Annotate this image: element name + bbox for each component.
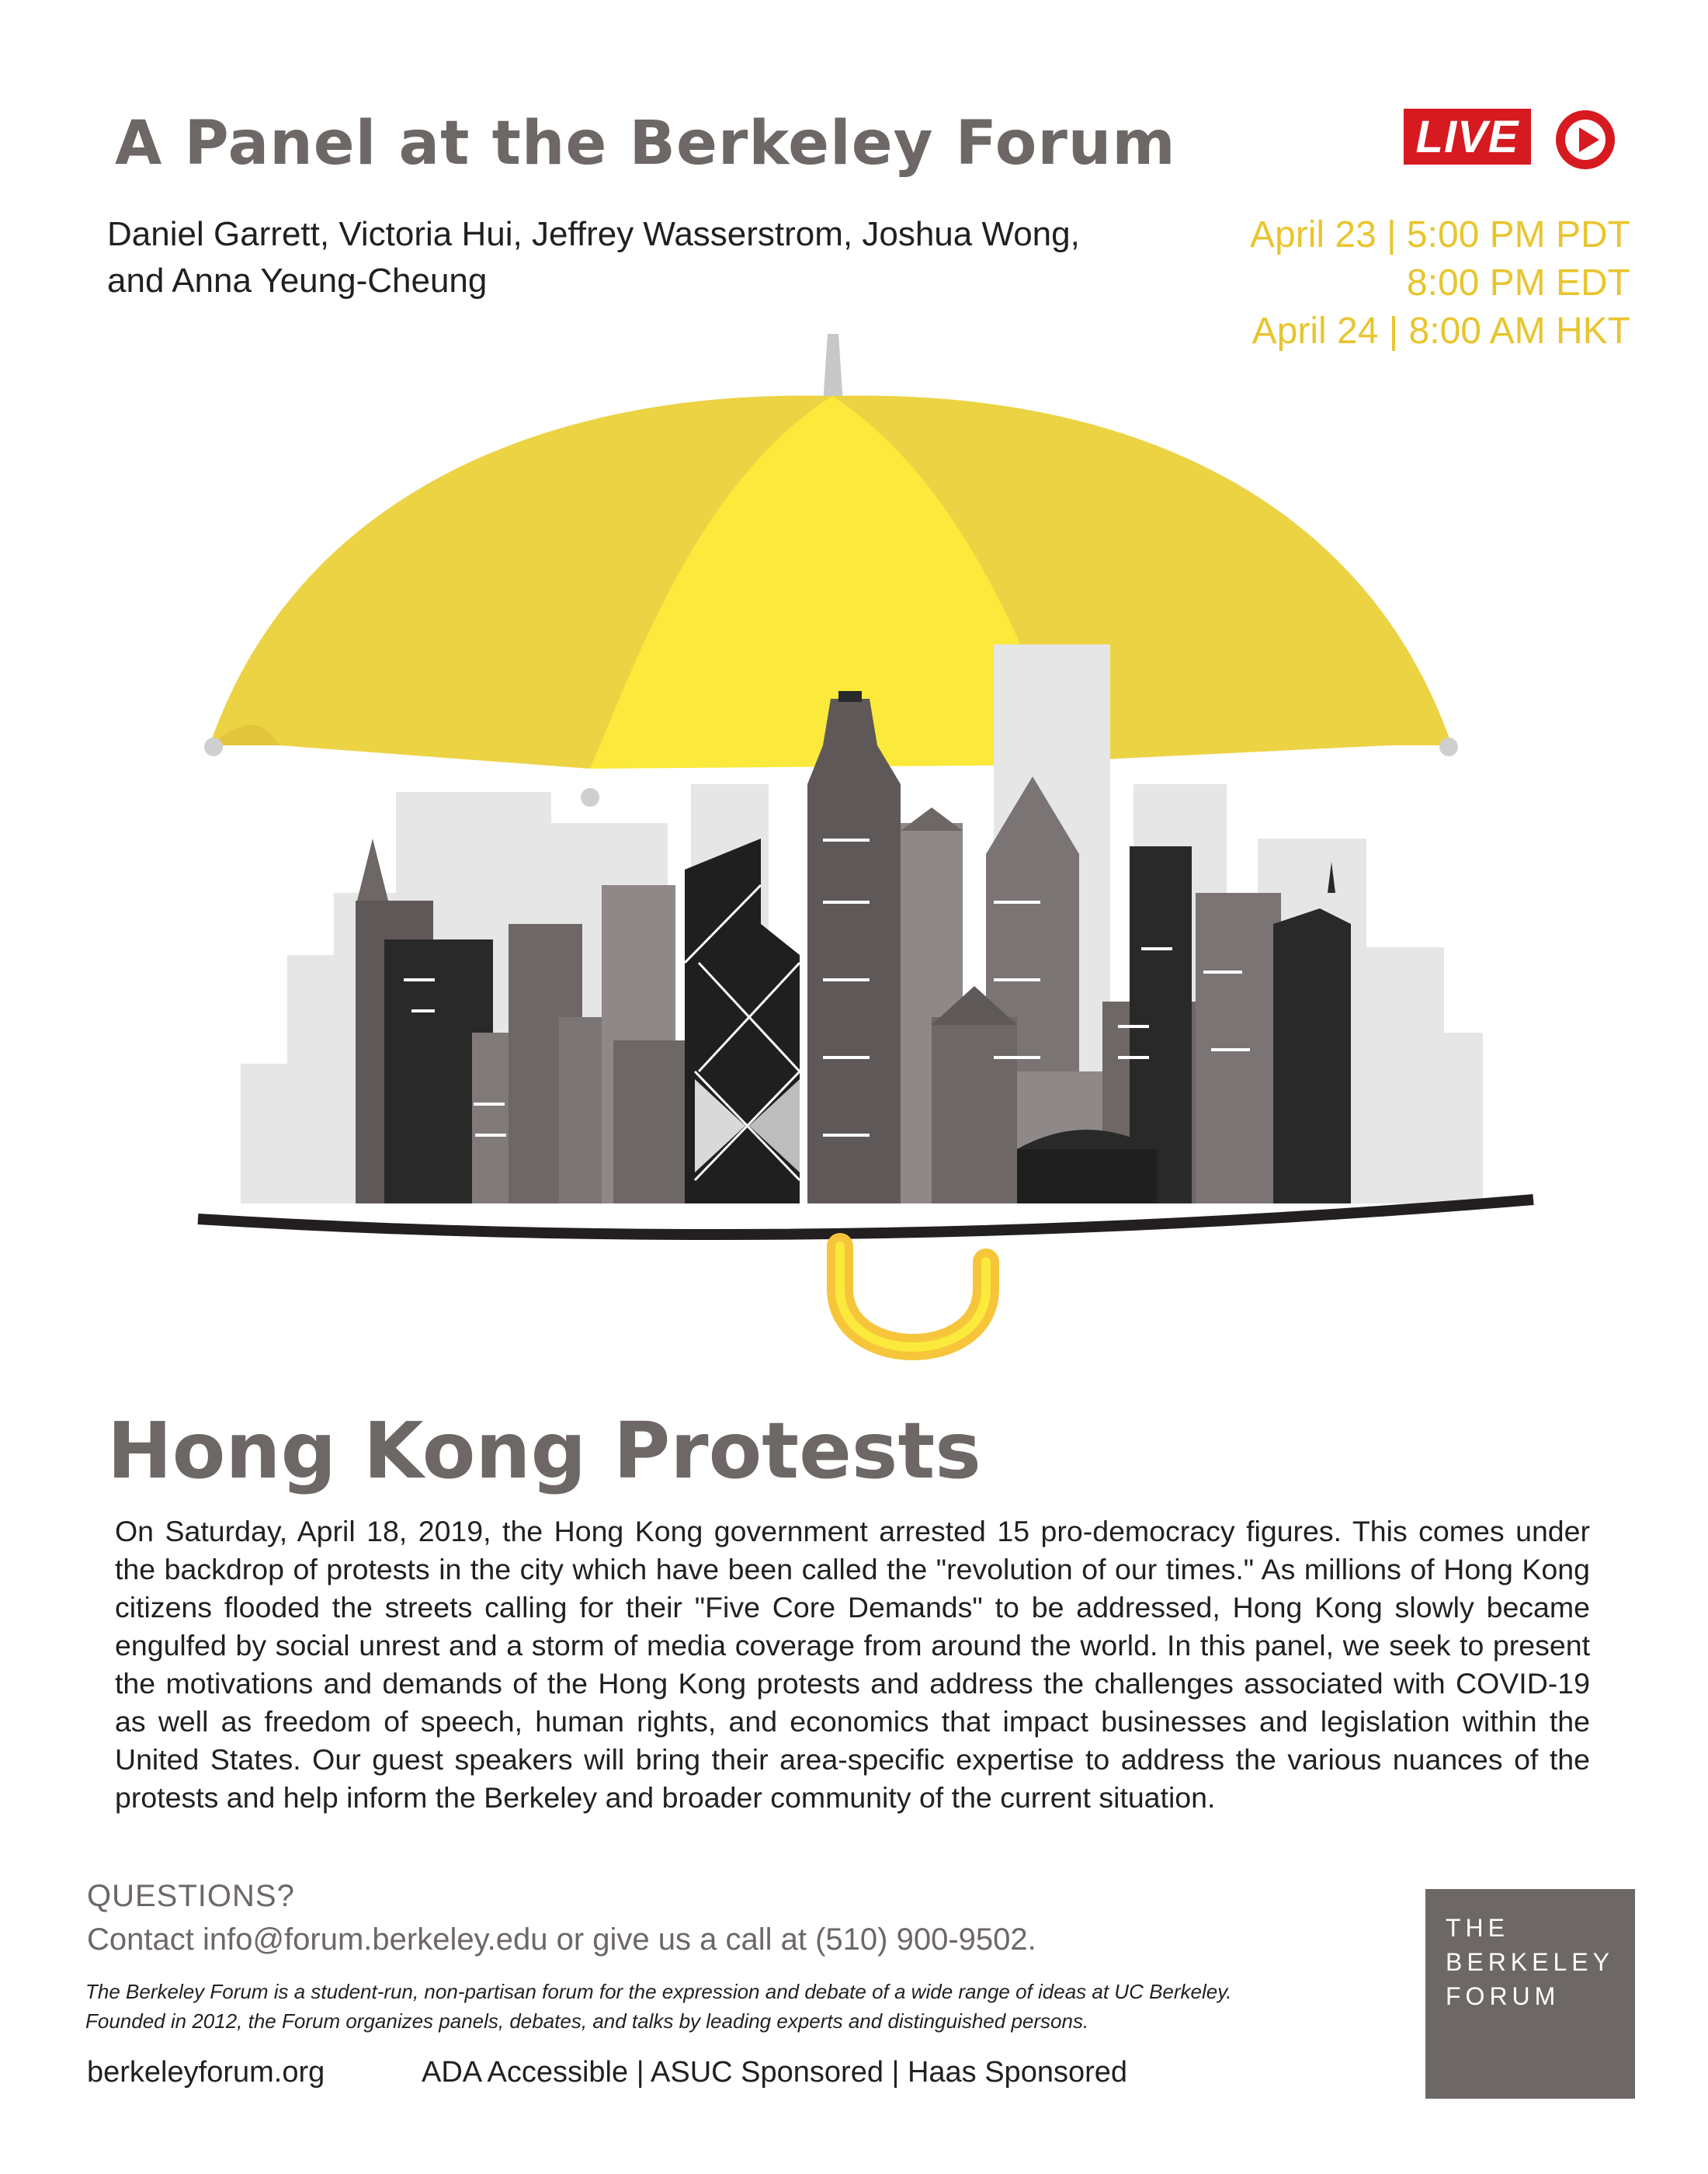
website-link[interactable]: berkeleyforum.org bbox=[87, 2056, 325, 2089]
berkeley-forum-logo bbox=[1425, 1889, 1635, 2099]
sponsor-line: ADA Accessible | ASUC Sponsored | Haas Sponsored bbox=[422, 2056, 1128, 2089]
date-line-3: April 24 | 8:00 AM HKT bbox=[1251, 311, 1630, 352]
umbrella-tip bbox=[823, 334, 843, 404]
logo-line-3: FORUM bbox=[1446, 1982, 1560, 2010]
speakers-line-2: and Anna Yeung-Cheung bbox=[107, 262, 488, 300]
logo-line-1: THE bbox=[1446, 1914, 1509, 1942]
logo-line-2: BERKELEY bbox=[1446, 1948, 1614, 1976]
event-title: Hong Kong Protests bbox=[107, 1405, 981, 1496]
questions-heading: QUESTIONS? bbox=[87, 1879, 295, 1913]
date-line-2: 8:00 PM EDT bbox=[1406, 262, 1630, 304]
about-line-2: Founded in 2012, the Forum organizes panels, debates, and talks by leading experts and distinguished persons. bbox=[85, 2009, 1089, 2033]
event-description: On Saturday, April 18, 2019, the Hong Kong government arrested 15 pro-democracy figures. This comes under the backdrop of protests in the city which have been called the "revolution of our times." As millions of Hong Kong citizens flooded the streets calling for their "Five Core Demands" to be addressed, Hong Kong slowly became engulfed by social unrest and a storm of media coverage from around the world. In this panel, we seek to present the motivations and demands of the Hong Kong protests and address the challenges associated with COVID-19 as well as freedom of speech, human rights, and economics that impact businesses and legislation within the United States. Our guest speakers will bring their area-specific expertise to address the various nuances of the protests and help inform the Berkeley and broader community of the current situation. bbox=[115, 1515, 1590, 1814]
play-icon[interactable] bbox=[1554, 109, 1616, 171]
about-line-1: The Berkeley Forum is a student-run, non-partisan forum for the expression and debate of a wide range of ideas at UC Berkeley. bbox=[85, 1980, 1232, 2003]
speakers-list bbox=[107, 211, 1132, 304]
live-badge[interactable]: LIVE bbox=[1404, 109, 1531, 165]
umbrella-rim-line bbox=[198, 1200, 1533, 1235]
forum-about bbox=[85, 1977, 1366, 2036]
date-line-1: April 23 | 5:00 PM PDT bbox=[1250, 214, 1630, 255]
page-title: A Panel at the Berkeley Forum bbox=[115, 109, 1176, 179]
umbrella-skyline-illustration bbox=[0, 311, 1708, 1398]
speakers-line-1: Daniel Garrett, Victoria Hui, Jeffrey Wasserstrom, Joshua Wong, bbox=[107, 215, 1080, 253]
contact-info[interactable]: Contact info@forum.berkeley.edu or give us a call at (510) 900-9502. bbox=[87, 1922, 1036, 1957]
